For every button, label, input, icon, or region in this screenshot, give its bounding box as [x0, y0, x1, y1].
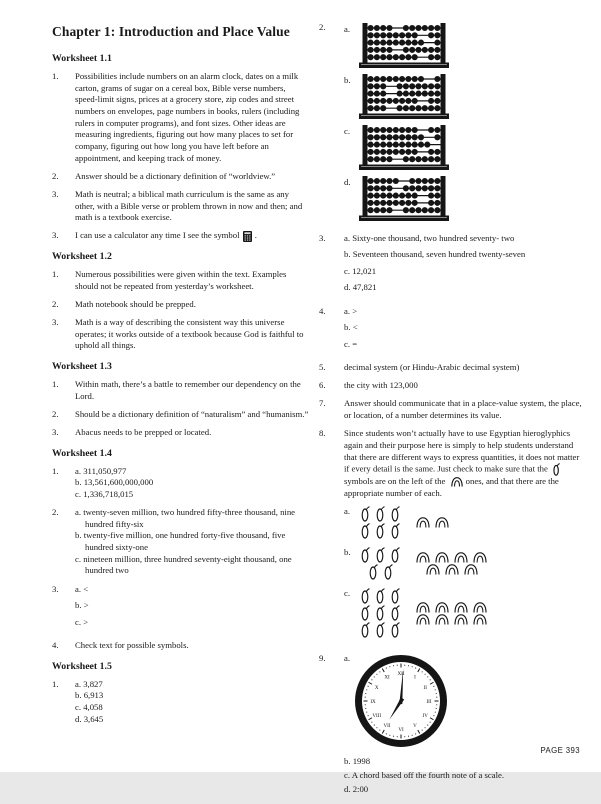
answer-item [52, 640, 309, 652]
worksheet-heading: Worksheet 1.4 [52, 447, 112, 459]
sub-line: b. 6,913 [75, 690, 104, 701]
item-number: 8. [319, 428, 326, 439]
arch-icon [435, 614, 449, 625]
sub-line: a. 311,050,977 [75, 465, 127, 476]
item-text: the city with 123,000 [344, 380, 418, 391]
arch-icon [454, 552, 468, 563]
sub-line: b. twenty-five million, one hundred forty-five thousand, five hundred sixty-one [75, 530, 286, 553]
arch-icon [416, 602, 430, 613]
coil-icon [391, 523, 400, 539]
answer-item [319, 362, 583, 374]
svg-text:II: II [423, 684, 427, 691]
hieroglyph-answer [344, 506, 583, 539]
clock-answer-item [319, 653, 583, 749]
coil-icon [376, 547, 385, 563]
sub-line: c. = [344, 338, 358, 349]
item-text-run: Numerous possibilities were given within the text. Examples should not be repeated from yesterday’s worksheet. [75, 269, 287, 291]
coil-row [366, 564, 394, 580]
svg-text:III: III [426, 698, 432, 705]
sub-line: b. 13,561,600,000,000 [75, 477, 154, 488]
sub-line: c. > [75, 616, 89, 627]
sub-line: c. nineteen million, three hundred seventy-eight thousand, one hundred two [75, 553, 292, 576]
sub-line: d. 47,821 [344, 282, 377, 293]
item-number: 6. [319, 380, 326, 391]
abacus-answer-item [319, 22, 583, 226]
answer-item [52, 507, 309, 577]
coil-icon [361, 547, 370, 563]
svg-text:X: X [374, 684, 379, 691]
item-text-run: Math is neutral; a biblical math curriculum is the same as any other, with a Bible verse or problem thrown in now and then; and math is a textbook exercise. [75, 188, 303, 223]
answer-item [52, 269, 309, 292]
arch-icon [473, 614, 487, 625]
item-text-run: Should be a dictionary definition of “naturalism” and “humanism.” [75, 408, 309, 419]
svg-text:VII: VII [383, 722, 391, 729]
abacus-image [359, 73, 449, 121]
sub-line: a. < [75, 583, 89, 594]
hieroglyph-list [344, 506, 583, 646]
coil-icon [361, 506, 370, 522]
item-text-suffix: . [252, 230, 257, 241]
worksheet-heading: Worksheet 1.5 [52, 660, 112, 672]
coil-icon [376, 605, 385, 621]
answer-item [52, 379, 309, 402]
abacus-list [344, 22, 583, 226]
arch-block [413, 552, 488, 575]
coil-icon [391, 605, 400, 621]
arch-icon [416, 552, 430, 563]
sub-line: d. 2:00 [344, 783, 369, 794]
coil-icon [361, 523, 370, 539]
item-text [75, 409, 309, 421]
svg-text:XII: XII [397, 670, 405, 677]
svg-text:V: V [413, 722, 417, 729]
item-number: 3. [52, 426, 59, 437]
arch-icon [435, 602, 449, 613]
arch-row [413, 552, 488, 563]
arch-icon [426, 564, 440, 575]
arch-icon [451, 477, 463, 487]
answer-item [319, 233, 583, 300]
item-text [344, 233, 583, 300]
item-number: 3. [52, 188, 59, 199]
sub-line: a. 3,827 [75, 678, 103, 689]
coil-icon [391, 588, 400, 604]
coil-block [358, 547, 401, 580]
left-column [52, 24, 309, 732]
item-number: 2. [52, 507, 59, 518]
item-number: 4. [319, 305, 326, 316]
item-text [75, 71, 309, 164]
coil-icon [553, 463, 560, 476]
arch-icon [454, 602, 468, 613]
sub-line: b. > [75, 600, 89, 611]
page-title: Chapter 1: Introduction and Place Value [52, 24, 290, 39]
svg-text:IV: IV [422, 712, 428, 719]
clock-image [353, 653, 449, 749]
arch-icon [445, 564, 459, 575]
abacus-label: b. [344, 75, 351, 85]
item-text-run: ones, and that there are the appropriate number of each. [344, 476, 559, 498]
item-text [75, 507, 309, 577]
sub-line: d. 3,645 [75, 713, 104, 724]
item-number: 9. [319, 652, 326, 663]
item-number: 3. [52, 583, 59, 594]
item-number: 3. [52, 317, 59, 327]
arch-row [413, 614, 488, 625]
item-text [75, 230, 309, 242]
sub-line: a. > [344, 305, 358, 316]
item-number: 2. [319, 22, 326, 32]
abacus-image [359, 175, 449, 223]
item-text [75, 189, 309, 224]
answer-item [52, 230, 309, 242]
coil-row [358, 547, 401, 563]
answer-item [319, 428, 583, 499]
item-text: decimal system (or Hindu-Arabic decimal system) [344, 362, 520, 373]
coil-icon [361, 622, 370, 638]
answer-item [52, 299, 309, 311]
sub-line: c. 12,021 [344, 265, 377, 276]
item-number [319, 756, 344, 798]
arch-icon [435, 517, 449, 528]
answer-item [52, 466, 309, 501]
arch-icon [473, 602, 487, 613]
hieroglyph-answer [344, 588, 583, 638]
abacus-entry [344, 175, 583, 223]
coil-icon [391, 622, 400, 638]
item-number: 3. [52, 230, 59, 241]
answer-item [52, 584, 309, 634]
coil-icon [361, 588, 370, 604]
coil-icon [369, 564, 378, 580]
clock-body [344, 653, 583, 749]
sub-line: a. twenty-seven million, two hundred fifty-three thousand, nine hundred fifty-six [75, 507, 296, 529]
answer-item [52, 409, 309, 421]
arch-block [413, 602, 488, 625]
item-text [75, 584, 309, 634]
svg-text:VI: VI [398, 726, 404, 733]
sub-line: a. Sixty-one thousand, two hundred seventy- two [344, 232, 515, 243]
clock-label: a. [344, 652, 351, 663]
item-number: 1. [52, 465, 59, 476]
hieroglyph-answer [344, 547, 583, 580]
answer-item [52, 189, 309, 224]
coil-row [358, 523, 401, 539]
item-number: 4. [52, 639, 59, 650]
arch-row [423, 564, 479, 575]
coil-icon [361, 605, 370, 621]
item-text-run: Since students won’t actually have to use Egyptian hieroglyphics again and their purpose here is simply to help students understand that there are different ways to express quantities, it does not matter if every detail is the same. Just check to make sure that the [344, 428, 580, 474]
item-text [75, 299, 309, 311]
sub-line: c. 4,058 [75, 701, 103, 712]
sub-line: b. Seventeen thousand, seven hundred twenty-seven [344, 249, 526, 260]
answer-item [52, 171, 309, 183]
item-text [344, 428, 583, 499]
answer-item [319, 306, 583, 356]
item-number: 7. [319, 398, 326, 409]
item-text [75, 427, 309, 439]
abacus-entry [344, 124, 583, 172]
item-number: 1. [52, 71, 59, 81]
item-number: 2. [52, 408, 59, 419]
arch-icon [454, 614, 468, 625]
item-text-run: Answer should be a dictionary definition of “worldview.” [75, 170, 276, 181]
sub-line: c. A chord based off the fourth note of a scale. [344, 769, 505, 780]
arch-icon [464, 564, 478, 575]
coil-icon [376, 622, 385, 638]
answer-item [52, 679, 309, 726]
clock-wrap [344, 653, 583, 749]
right-column [319, 22, 583, 804]
abacus-label: c. [344, 126, 351, 136]
worksheet-heading: Worksheet 1.2 [52, 251, 112, 263]
answer-item [52, 427, 309, 439]
left-sections [52, 53, 309, 725]
sub-line: b. < [344, 322, 358, 333]
coil-icon [384, 564, 393, 580]
item-number: 5. [319, 362, 326, 373]
hieroglyph-answers [319, 506, 583, 646]
hieroglyph-label: a. [344, 506, 351, 516]
item-text [75, 171, 309, 183]
item-text [344, 306, 583, 356]
coil-block [358, 588, 401, 638]
coil-row [358, 506, 401, 522]
item-number: 2. [52, 170, 59, 181]
item-text-run: Check text for possible symbols. [75, 639, 189, 650]
svg-text:XI: XI [384, 674, 390, 681]
abacus-image [359, 22, 449, 70]
item-text-run: symbols are on the left of the [344, 476, 448, 487]
worksheet-heading: Worksheet 1.3 [52, 360, 112, 372]
coil-icon [376, 588, 385, 604]
answer-item [319, 756, 583, 798]
item-text [75, 379, 309, 402]
item-text-run: Math is a way of describing the consistent way this universe operates; it works outside of a textbook because God is faithful to uphold all things. [75, 317, 304, 351]
coil-row [358, 622, 401, 638]
item-text-run: Math notebook should be prepped. [75, 298, 196, 309]
item-text [75, 640, 309, 652]
page-footer: PAGE 393 [540, 746, 580, 755]
svg-text:IX: IX [370, 698, 376, 705]
abacus-label: a. [344, 24, 351, 34]
coil-icon [391, 547, 400, 563]
coil-row [358, 588, 401, 604]
coil-row [358, 605, 401, 621]
sub-line: c. 1,336,718,015 [75, 488, 134, 499]
item-text-run: Within math, there’s a battle to remember our dependency on the Lord. [75, 378, 301, 401]
hieroglyph-label: b. [344, 547, 351, 557]
abacus-label: d. [344, 177, 351, 187]
arch-icon [473, 552, 487, 563]
arch-row [413, 602, 488, 613]
sub-line: b. 1998 [344, 755, 371, 766]
arch-icon [435, 552, 449, 563]
worksheet-heading: Worksheet 1.1 [52, 53, 112, 64]
item-number: 1. [52, 678, 59, 689]
coil-icon [391, 506, 400, 522]
answer-item [52, 317, 309, 352]
item-text [75, 466, 309, 501]
answer-item [319, 380, 583, 392]
item-text [75, 269, 309, 292]
item-number [319, 506, 344, 646]
item-text [75, 317, 309, 352]
arch-icon [416, 517, 430, 528]
abacus-entry [344, 22, 583, 70]
arch-row [413, 517, 450, 528]
answer-item [52, 71, 309, 164]
arch-block [413, 517, 450, 528]
coil-icon [376, 523, 385, 539]
answer-item [319, 398, 583, 421]
item-number: 1. [52, 269, 59, 280]
item-number: 2. [52, 298, 59, 309]
item-text: Answer should communicate that in a place-value system, the place, or location, of a number determines its value. [344, 398, 582, 421]
coil-block [358, 506, 401, 539]
coil-icon [376, 506, 385, 522]
abacus-image [359, 124, 449, 172]
item-text-run: Abacus needs to be prepped or located. [75, 426, 212, 437]
abacus-entry [344, 73, 583, 121]
svg-text:VIII: VIII [372, 712, 382, 719]
svg-text:I: I [414, 674, 416, 681]
item-number: 3. [319, 232, 326, 243]
item-text [344, 756, 583, 798]
hieroglyph-label: c. [344, 588, 351, 598]
item-text-run: I can use a calculator any time I see the symbol [75, 230, 240, 241]
item-text [75, 679, 309, 726]
item-text-run: Possibilities include numbers on an alarm clock, dates on a milk carton, grams of sugar on a cereal box, Bible verse numbers, speed-limit signs, prices at a grocery store, zip codes and street numbers on envelopes, page numbers in books, rulers (including rulers in computer programs), and font sizes. Other ideas are measuring ingredients, figuring out how many places to set for company, figuring out how long you have left before an appointment, and keeping track of money. [75, 71, 300, 163]
arch-icon [416, 614, 430, 625]
calculator-icon [243, 231, 252, 242]
item-number: 1. [52, 378, 59, 389]
